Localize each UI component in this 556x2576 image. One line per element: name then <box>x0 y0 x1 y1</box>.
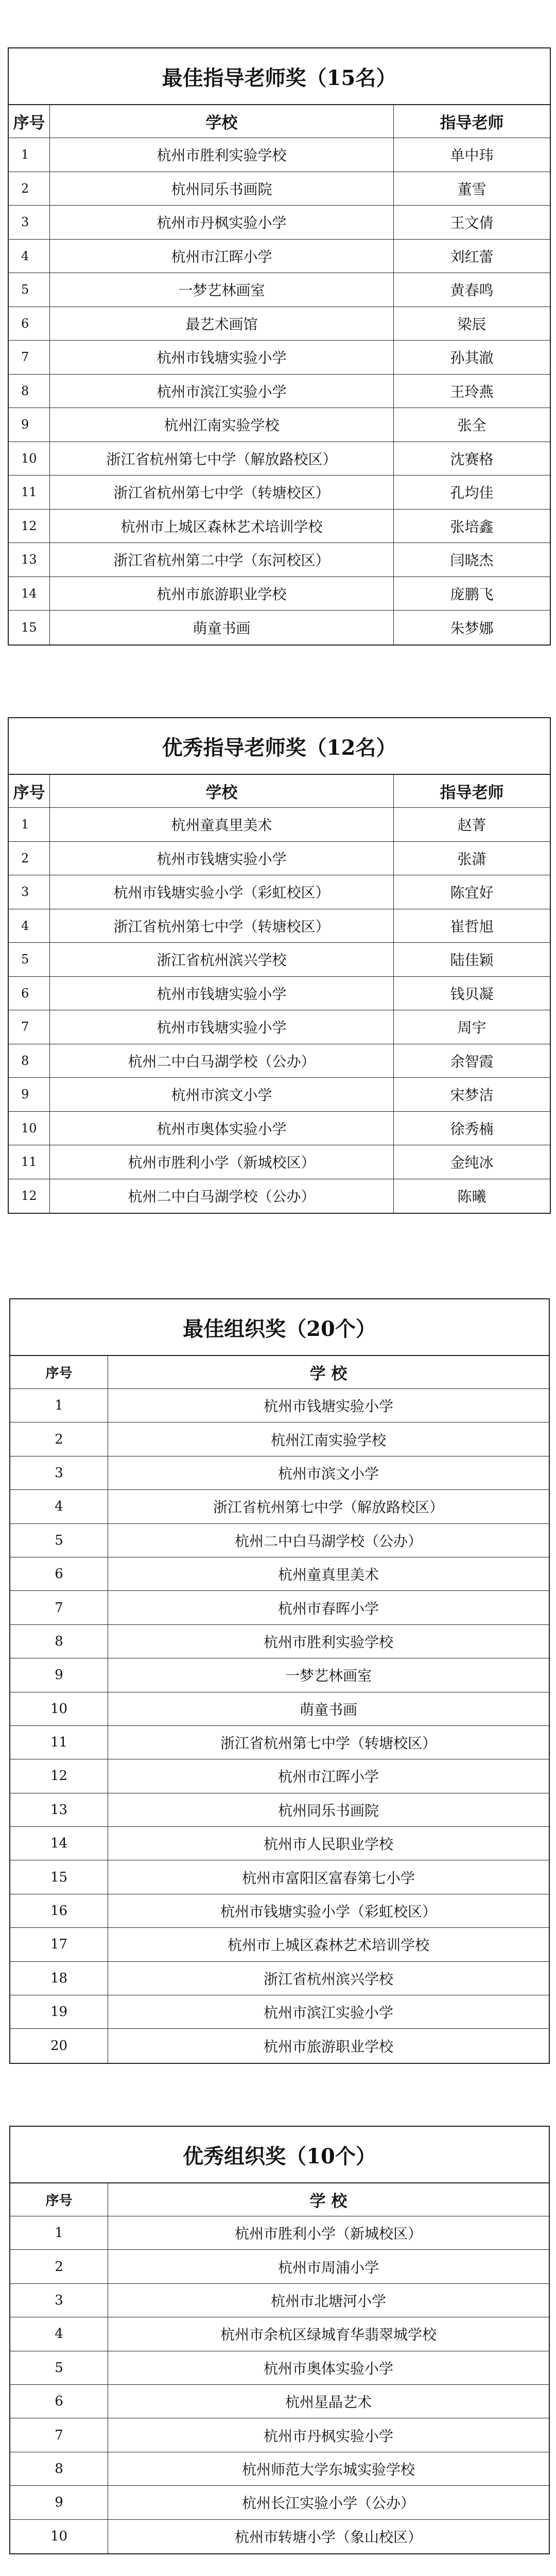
school-name: 杭州师范大学东城实验学校 <box>241 2461 415 2478</box>
table-row <box>10 1827 549 1860</box>
row-number: 3 <box>9 875 50 909</box>
school-name: 杭州市人民职业学校 <box>263 1836 393 1853</box>
school-name: 杭州二中白马湖学校（公办） <box>50 1044 394 1078</box>
column-header: 学校 <box>50 775 394 807</box>
instructor-name: 徐秀楠 <box>450 1120 494 1138</box>
table-row <box>10 1591 549 1624</box>
row-number: 6 <box>9 307 50 341</box>
school-name: 杭州市胜利实验学校 <box>50 138 394 172</box>
table-row <box>9 977 550 1011</box>
table-row <box>9 611 550 645</box>
row-number: 4 <box>10 2317 108 2350</box>
row-number: 2 <box>9 172 50 206</box>
table-header-row <box>10 1356 549 1389</box>
school-name: 杭州市奥体实验小学 <box>263 2360 393 2377</box>
row-number: 10 <box>10 2520 108 2553</box>
school-name: 杭州童真里美术 <box>277 1566 379 1584</box>
school-name: 杭州市周浦小学 <box>277 2259 379 2276</box>
instructor-name: 余智霞 <box>450 1053 494 1070</box>
table-title: 最佳组织奖（20个） <box>10 1299 549 1356</box>
table-row <box>9 1112 550 1146</box>
row-number: 20 <box>10 2029 108 2062</box>
table-row <box>10 2418 549 2452</box>
row-number: 8 <box>9 1044 50 1078</box>
instructor-name: 黄春鸣 <box>450 282 494 299</box>
table-row <box>10 1962 549 1995</box>
column-header: 学校 <box>50 105 394 138</box>
school-name: 杭州长江实验小学（公办） <box>241 2495 415 2512</box>
instructor-name: 陈曦 <box>457 1188 486 1206</box>
row-number: 9 <box>10 1658 108 1691</box>
row-number: 11 <box>9 476 50 509</box>
school-name: 杭州市江晖小学 <box>50 240 394 273</box>
table-row <box>9 172 550 206</box>
school-name: 杭州同乐书画院 <box>50 172 394 206</box>
row-number: 19 <box>10 1995 108 2028</box>
table-row <box>9 1010 550 1044</box>
column-header: 学 校 <box>309 2192 348 2211</box>
row-number: 4 <box>10 1490 108 1523</box>
table-row <box>10 1524 549 1557</box>
school-name: 浙江省杭州第七中学（转塘校区） <box>220 1735 437 1752</box>
school-name: 杭州市奥体实验小学 <box>50 1112 394 1145</box>
table-row <box>9 1044 550 1078</box>
table-row <box>9 206 550 240</box>
row-number: 3 <box>10 2284 108 2317</box>
table-row <box>9 875 550 909</box>
table-row <box>9 341 550 375</box>
row-number: 13 <box>9 543 50 577</box>
instructor-name: 赵菁 <box>457 817 486 834</box>
school-name: 杭州二中白马湖学校（公办） <box>234 1532 422 1550</box>
instructor-name: 孙其澈 <box>450 349 494 367</box>
table-title: 优秀组织奖（10个） <box>10 2127 549 2183</box>
school-name: 浙江省杭州滨兴学校 <box>263 1970 393 1988</box>
row-number: 15 <box>9 611 50 645</box>
table-row <box>9 476 550 510</box>
school-name: 杭州市钱塘实验小学（彩虹校区） <box>220 1903 437 1921</box>
row-number: 1 <box>10 2216 108 2249</box>
table-row <box>10 1490 549 1523</box>
row-number: 11 <box>9 1145 50 1179</box>
best-instructor-award-table <box>8 47 551 646</box>
school-name: 浙江省杭州第七中学（转塘校区） <box>50 909 394 943</box>
table-row <box>10 1894 549 1928</box>
school-name: 杭州市钱塘实验小学（彩虹校区） <box>50 875 394 909</box>
table-row <box>10 1793 549 1827</box>
school-name: 杭州市钱塘实验小学 <box>263 1398 393 1415</box>
table-title: 优秀指导老师奖（12名） <box>9 718 550 775</box>
school-name: 杭州市钱塘实验小学 <box>50 1010 394 1044</box>
row-number: 5 <box>10 2351 108 2384</box>
instructor-name: 钱贝凝 <box>450 985 494 1003</box>
row-number: 5 <box>10 1524 108 1557</box>
table-row <box>9 842 550 876</box>
row-number: 14 <box>10 1827 108 1860</box>
row-number: 9 <box>9 1078 50 1111</box>
school-name: 杭州市转塘小学（象山校区） <box>234 2529 422 2546</box>
instructor-name: 闫晓杰 <box>450 552 494 569</box>
instructor-name: 孔均佳 <box>450 484 494 502</box>
school-name: 杭州市余杭区绿城育华翡翠城学校 <box>220 2326 437 2344</box>
instructor-name: 董雪 <box>457 180 486 198</box>
row-number: 4 <box>9 909 50 943</box>
instructor-name: 王文倩 <box>450 214 494 232</box>
school-name: 杭州二中白马湖学校（公办） <box>50 1179 394 1213</box>
school-name: 杭州市胜利实验学校 <box>263 1633 393 1651</box>
table-row <box>10 1928 549 1961</box>
school-name: 杭州市钱塘实验小学 <box>50 977 394 1010</box>
table-row <box>10 2351 549 2385</box>
school-name: 杭州市春晖小学 <box>277 1600 379 1617</box>
school-name: 杭州市旅游职业学校 <box>263 2038 393 2056</box>
table-row <box>9 943 550 977</box>
table-header-row <box>9 775 550 808</box>
school-name: 浙江省杭州第七中学（转塘校区） <box>50 476 394 509</box>
instructor-name: 单中玮 <box>450 147 494 164</box>
instructor-name: 金纯冰 <box>450 1154 494 1172</box>
table-row <box>10 1759 549 1793</box>
table-row <box>10 2317 549 2351</box>
school-name: 杭州江南实验学校 <box>270 1431 386 1449</box>
row-number: 7 <box>9 341 50 374</box>
table-row <box>9 808 550 842</box>
school-name: 杭州市丹枫实验小学 <box>263 2427 393 2445</box>
school-name: 最艺术画馆 <box>50 307 394 341</box>
instructor-name: 周宇 <box>457 1019 486 1037</box>
instructor-name: 张潇 <box>457 850 486 868</box>
row-number: 2 <box>10 2250 108 2283</box>
school-name: 杭州同乐书画院 <box>277 1802 379 1819</box>
table-row <box>10 1456 549 1490</box>
table-row <box>9 1179 550 1213</box>
row-number: 5 <box>9 943 50 976</box>
table-row <box>9 1145 550 1179</box>
table-row <box>10 1860 549 1894</box>
instructor-name: 王玲燕 <box>450 383 494 400</box>
school-name: 浙江省杭州滨兴学校 <box>50 943 394 976</box>
table-row <box>9 273 550 307</box>
row-number: 18 <box>10 1962 108 1995</box>
row-number: 9 <box>9 408 50 442</box>
instructor-name: 崔哲旭 <box>450 918 494 935</box>
row-number: 3 <box>10 1456 108 1489</box>
table-row <box>10 2452 549 2486</box>
table-title: 最佳指导老师奖（15名） <box>9 48 550 105</box>
row-number: 7 <box>9 1010 50 1044</box>
table-row <box>9 577 550 611</box>
instructor-name: 陆佳颖 <box>450 952 494 969</box>
school-name: 杭州市富阳区富春第七小学 <box>241 1869 415 1887</box>
table-row <box>9 375 550 409</box>
row-number: 8 <box>10 1625 108 1658</box>
school-name: 杭州市上城区森林艺术培训学校 <box>227 1937 429 1954</box>
school-name: 杭州童真里美术 <box>50 808 394 841</box>
table-row <box>9 408 550 442</box>
row-number: 10 <box>9 1112 50 1145</box>
school-name: 浙江省杭州第七中学（解放路校区） <box>213 1499 444 1516</box>
table-row <box>9 442 550 476</box>
table-row <box>10 2284 549 2317</box>
instructor-name: 张培鑫 <box>450 518 494 535</box>
instructor-name: 刘红蕾 <box>450 248 494 265</box>
table-row <box>10 1422 549 1456</box>
row-number: 8 <box>10 2452 108 2485</box>
row-number: 1 <box>9 808 50 841</box>
table-row <box>9 138 550 172</box>
table-row <box>9 543 550 577</box>
school-name: 一梦艺林画室 <box>285 1667 372 1685</box>
row-number: 7 <box>10 2418 108 2451</box>
school-name: 杭州市滨江实验小学 <box>50 375 394 408</box>
column-header: 序号 <box>9 775 50 807</box>
column-header: 序号 <box>10 2183 108 2216</box>
table-row <box>9 510 550 544</box>
row-number: 12 <box>9 1179 50 1213</box>
row-number: 12 <box>9 510 50 543</box>
table-row <box>10 2216 549 2250</box>
row-number: 8 <box>9 375 50 408</box>
excellent-instructor-award-table <box>8 717 551 1214</box>
table-row <box>10 2520 549 2553</box>
school-name: 浙江省杭州第二中学（东河校区） <box>50 543 394 577</box>
row-number: 6 <box>10 1557 108 1590</box>
table-row <box>10 1726 549 1759</box>
school-name: 杭州市钱塘实验小学 <box>50 341 394 374</box>
row-number: 11 <box>10 1726 108 1759</box>
school-name: 杭州市滨文小学 <box>50 1078 394 1111</box>
row-number: 9 <box>10 2486 108 2519</box>
school-name: 杭州市胜利小学（新城校区） <box>50 1145 394 1179</box>
school-name: 杭州市钱塘实验小学 <box>50 842 394 875</box>
row-number: 14 <box>9 577 50 611</box>
row-number: 13 <box>10 1793 108 1826</box>
instructor-name: 宋梦洁 <box>450 1087 494 1104</box>
row-number: 16 <box>10 1894 108 1927</box>
school-name: 杭州市江晖小学 <box>277 1768 379 1786</box>
table-row <box>9 240 550 274</box>
row-number: 2 <box>9 842 50 875</box>
table-row <box>10 2029 549 2062</box>
instructor-name: 陈宜好 <box>450 884 494 902</box>
table-header-row <box>9 105 550 138</box>
table-row <box>10 2250 549 2283</box>
school-name: 一梦艺林画室 <box>50 273 394 307</box>
school-name: 萌童书画 <box>50 611 394 645</box>
school-name: 杭州市滨江实验小学 <box>263 2004 393 2022</box>
column-header: 指导老师 <box>440 784 504 802</box>
row-number: 10 <box>10 1692 108 1725</box>
instructor-name: 庞鹏飞 <box>450 585 494 603</box>
table-row <box>9 909 550 943</box>
row-number: 10 <box>9 442 50 476</box>
table-row <box>10 1692 549 1726</box>
column-header: 序号 <box>10 1356 108 1388</box>
table-row <box>9 1078 550 1112</box>
school-name: 杭州市胜利小学（新城校区） <box>234 2225 422 2243</box>
best-organization-award-table <box>9 1298 550 2064</box>
school-name: 杭州市滨文小学 <box>277 1465 379 1482</box>
school-name: 萌童书画 <box>299 1701 357 1718</box>
row-number: 12 <box>10 1759 108 1792</box>
column-header: 指导老师 <box>440 114 504 132</box>
table-row <box>10 1557 549 1591</box>
row-number: 7 <box>10 1591 108 1624</box>
table-row <box>9 307 550 341</box>
school-name: 杭州市丹枫实验小学 <box>50 206 394 239</box>
school-name: 杭州江南实验学校 <box>50 408 394 442</box>
school-name: 杭州星晶艺术 <box>285 2394 372 2411</box>
instructor-name: 梁辰 <box>457 315 486 333</box>
school-name: 杭州市上城区森林艺术培训学校 <box>50 510 394 543</box>
row-number: 6 <box>10 2385 108 2418</box>
row-number: 3 <box>9 206 50 239</box>
row-number: 5 <box>9 273 50 307</box>
row-number: 15 <box>10 1860 108 1893</box>
row-number: 6 <box>9 977 50 1010</box>
instructor-name: 朱梦娜 <box>450 619 494 637</box>
table-row <box>10 1995 549 2029</box>
column-header: 学 校 <box>309 1365 348 1383</box>
table-row <box>10 1658 549 1692</box>
row-number: 4 <box>9 240 50 273</box>
instructor-name: 张全 <box>457 417 486 434</box>
column-header: 序号 <box>9 105 50 138</box>
row-number: 1 <box>9 138 50 172</box>
table-row <box>10 1625 549 1658</box>
row-number: 17 <box>10 1928 108 1961</box>
table-row <box>10 2486 549 2519</box>
school-name: 杭州市旅游职业学校 <box>50 577 394 611</box>
instructor-name: 沈赛格 <box>450 450 494 468</box>
school-name: 浙江省杭州第七中学（解放路校区） <box>50 442 394 476</box>
table-row <box>10 1389 549 1422</box>
school-name: 杭州市北塘河小学 <box>270 2292 386 2310</box>
table-row <box>10 2385 549 2418</box>
row-number: 2 <box>10 1422 108 1455</box>
row-number: 1 <box>10 1389 108 1422</box>
table-header-row <box>10 2183 549 2216</box>
excellent-organization-award-table <box>9 2126 550 2554</box>
